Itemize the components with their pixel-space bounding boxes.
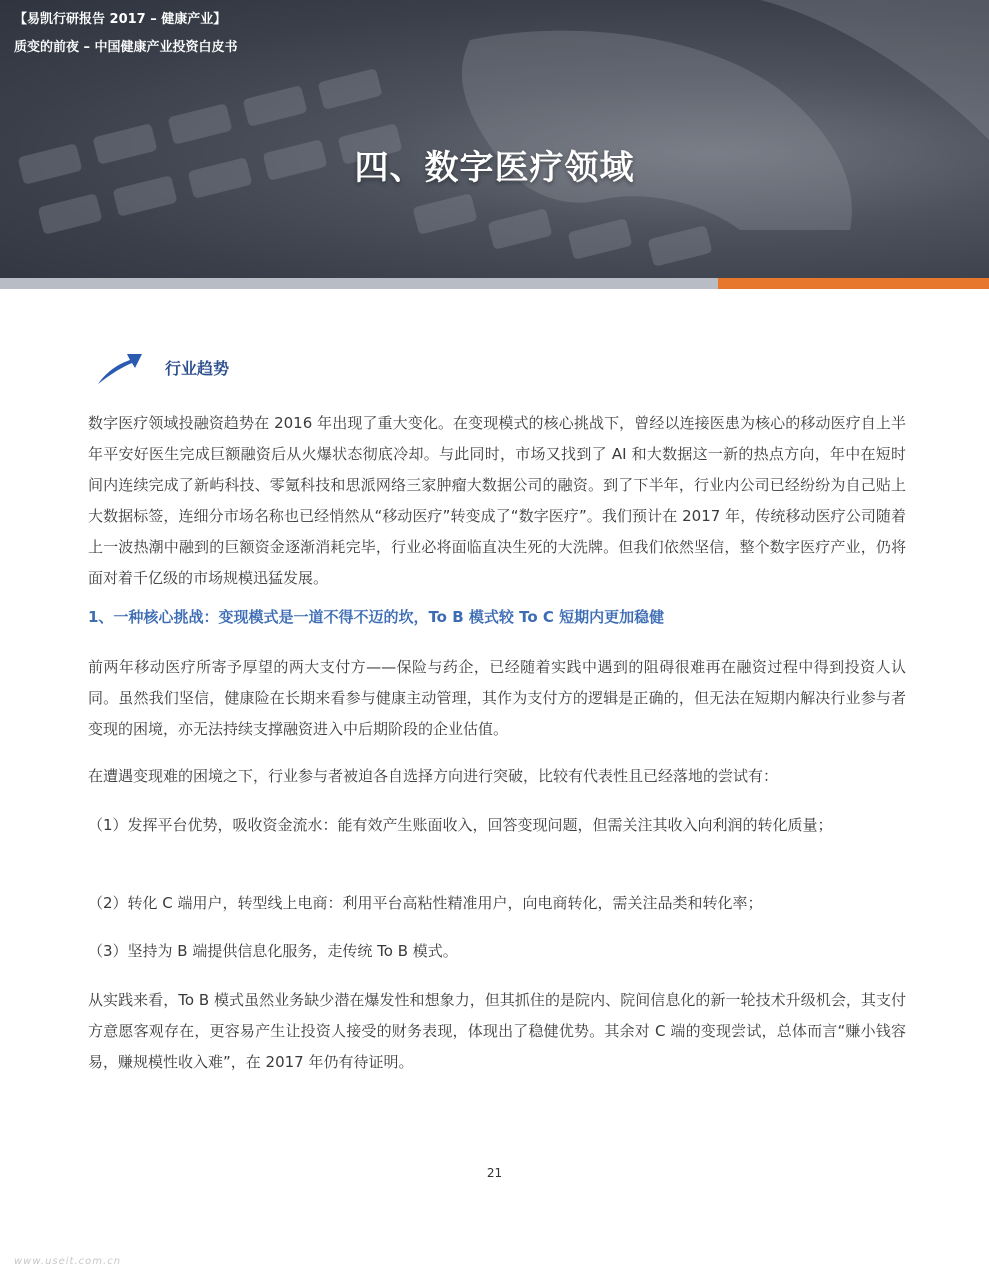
report-title-label: 质变的前夜 – 中国健康产业投资白皮书 [14, 40, 238, 55]
header-divider-gray [0, 278, 718, 289]
section-heading: 行业趋势 [165, 359, 230, 378]
page-number: 21 [486, 1166, 503, 1180]
breakthrough-paragraph: 在遭遇变现难的困境之下，行业参与者被迫各自选择方向进行突破，比较有代表性且已经落地的尝试有： [88, 767, 779, 785]
list-item-2: （2）转化 C 端用户，转型线上电商：利用平台高粘性精准用户，向电商转化，需关注品类和转化率； [88, 894, 763, 912]
list-item-3: （3）坚持为 B 端提供信息化服务，走传统 To B 模式。 [88, 942, 458, 960]
header-divider-orange [718, 278, 989, 289]
conclusion-paragraph: 从实践来看，To B 模式虽然业务缺少潜在爆发性和想象力，但其抓住的是院内、院间信息化的新一轮技术升级机会，其支付方意愿客观存在，更容易产生让投资人接受的财务表现，体现出了稳健优势。其余对 C 端的变现尝试，总体而言“赚小钱容易，赚规模性收入难”，在 2017 年仍有待证明。 [88, 991, 906, 1071]
header-banner [0, 0, 989, 278]
intro-paragraph: 数字医疗领域投融资趋势在 2016 年出现了重大变化。在变现模式的核心挑战下，曾经以连接医患为核心的移动医疗自上半年平安好医生完成巨额融资后从火爆状态彻底冷却。与此同时，市场又找到了 AI 和大数据这一新的热点方向，年中在短时间内连续完成了新屿科技、零氪科技和思派网络三家肿瘤大数据公司的融资。到了下半年，行业内公司已经纷纷为自己贴上大数据标签，连细分市场名称也已经悄然从“移动医疗”转变成了“数字医疗”。我们预计在 2017 年，传统移动医疗公司随着上一波热潮中融到的巨额资金逐渐消耗完毕，行业必将面临直决生死的大洗牌。但我们依然坚信，整个数字医疗产业，仍将面对着千亿级的市场规模迅猛发展。 [88, 414, 906, 587]
subheading-core-challenge: 1、一种核心挑战：变现模式是一道不得不迈的坎，To B 模式较 To C 短期内更加稳健 [88, 608, 665, 626]
watermark: www.useit.com.cn [14, 1256, 122, 1267]
report-series-label: 【易凯行研报告 2017 – 健康产业】 [14, 12, 227, 27]
chapter-title: 四、数字医疗领域 [354, 148, 635, 188]
trending-arrow-icon [96, 348, 144, 386]
payers-paragraph: 前两年移动医疗所寄予厚望的两大支付方——保险与药企，已经随着实践中遇到的阻碍很难再在融资过程中得到投资人认同。虽然我们坚信，健康险在长期来看参与健康主动管理，其作为支付方的逻辑是正确的，但无法在短期内解决行业参与者变现的困境，亦无法持续支撑融资进入中后期阶段的企业估值。 [88, 658, 906, 738]
list-item-1: （1）发挥平台优势，吸收资金流水：能有效产生账面收入，回答变现问题，但需关注其收入向利润的转化质量； [88, 816, 833, 834]
